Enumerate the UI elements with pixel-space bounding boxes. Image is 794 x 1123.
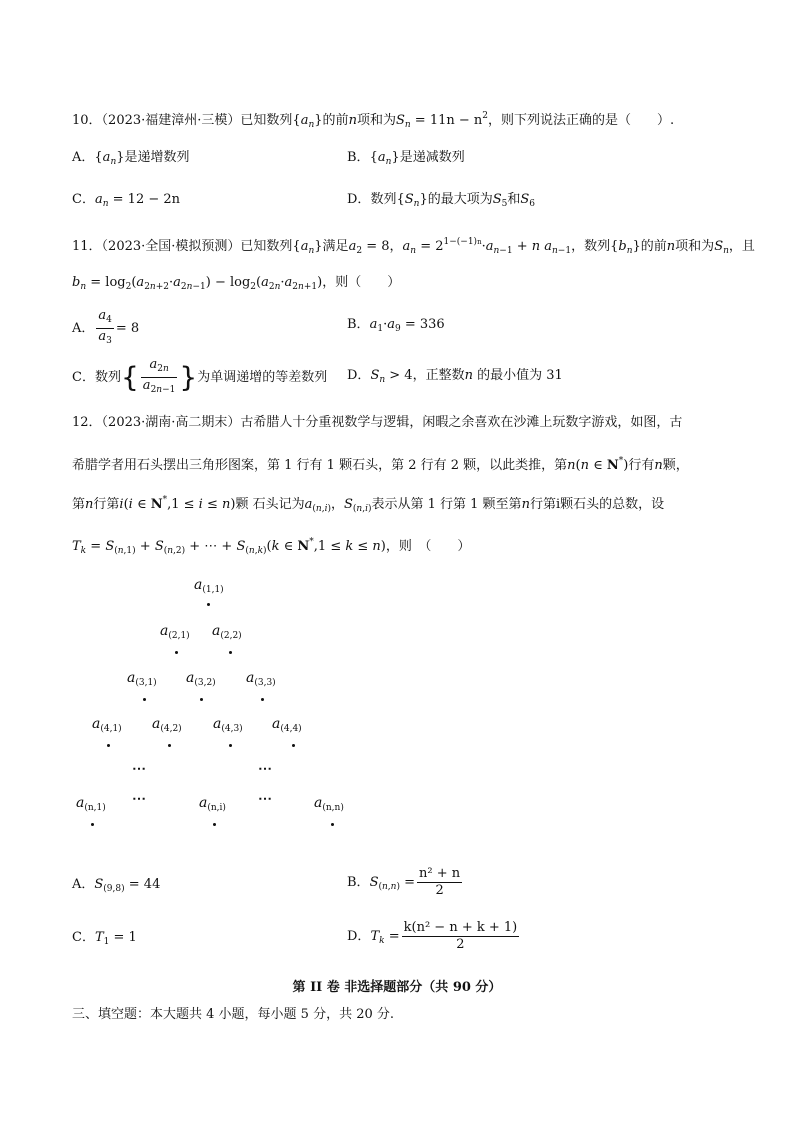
- q12-option-a: A．$S_{(9,8)} = 44$: [72, 877, 161, 894]
- stone-label: $a_{(n,n)}$: [314, 795, 344, 813]
- ellipsis: ⋯: [258, 761, 274, 777]
- stone-label: $a_{(1,1)}$: [194, 577, 224, 595]
- question-source: （2023·湖南·高二期末）: [101, 415, 241, 430]
- stone-label: $a_{(n,i)}$: [199, 795, 226, 813]
- q11-stem: 11．（2023·全国·模拟预测）已知数列$\{a_n\}$满足$a_2 = 8$，$a_n = 2^{1-(-1)n}\cdot a_{n-1} + n$ $a_{n-1}$，数列$\{b_n\}$的前n项和为$S_n$，且: [72, 237, 755, 256]
- stone-dot: [292, 744, 295, 747]
- q11-option-d: D．$S_n > 4$，正整数n 的最小值为 31: [347, 368, 563, 385]
- q12-option-b: B．$S_{(n,n)}$ = $\frac{\text{n² + n}}{2}$: [347, 866, 461, 898]
- stone-dot: [168, 744, 171, 747]
- stone-label: $a_{(n,1)}$: [76, 795, 106, 813]
- question-source: （2023·全国·模拟预测）: [101, 239, 241, 254]
- stone-dot: [200, 698, 203, 701]
- q11-option-b: B．$a_1\cdot a_9 = 336$: [347, 317, 445, 334]
- q12-option-d: D．$T_k$ = $\frac{\text{k(n² − n + k + 1)}}{2}$: [347, 920, 518, 952]
- stone-dot: [261, 698, 264, 701]
- stone-dot: [213, 823, 216, 826]
- q11-stem-line2: $b_n = \log_2(a_{2n+2}\cdot a_{2n-1}) - \log_2(a_{2n}\cdot a_{2n+1})$，则（ ）: [72, 275, 401, 292]
- q12-stem-line2: 希腊学者用石头摆出三角形图案，第 1 行有 1 颗石头，第 2 行有 2 颗，以此类推，第n(n ∈ N*)行有n颗，: [72, 456, 689, 473]
- question-number: 12．: [72, 415, 102, 430]
- q10-option-c: C．$a_n = 12 - 2n$: [72, 192, 181, 209]
- stone-dot: [175, 651, 178, 654]
- q10-option-b: B．$\{a_n\}$是递减数列: [347, 150, 465, 167]
- stone-label: $a_{(4,1)}$: [92, 716, 122, 734]
- stone-label: $a_{(3,1)}$: [127, 670, 157, 688]
- q10-stem: 10．（2023·福建漳州·三模）已知数列$\{a_n\}$的前n项和为$S_n = 11n - n^2$，则下列说法正确的是（ ）.: [72, 111, 675, 130]
- stone-label: $a_{(4,3)}$: [213, 716, 243, 734]
- q12-stem-line1: 12．（2023·湖南·高二期末）古希腊人十分重视数学与逻辑，闲暇之余喜欢在沙滩上玩数字游戏，如图，古: [72, 415, 683, 430]
- ellipsis: ⋯: [258, 791, 274, 807]
- q11-option-a: A． $\frac{a_4}{a_3}$ = 8: [72, 308, 140, 346]
- stone-label: $a_{(4,4)}$: [272, 716, 302, 734]
- q12-stem-line3: 第n行第i(i ∈ N*,1 ≤ i ≤ n)颗 石头记为$a_{(n,i)}$，$S_{(n,i)}$表示从第 1 行第 1 颗至第n行第i颗石头的总数，设: [72, 495, 665, 514]
- section-heading: 三、填空题：本大题共 4 小题，每小题 5 分，共 20 分.: [72, 1007, 395, 1022]
- stone-label: $a_{(3,3)}$: [246, 670, 276, 688]
- question-number: 10．: [72, 113, 102, 128]
- stone-label: $a_{(2,2)}$: [212, 623, 242, 641]
- stone-dot: [207, 603, 210, 606]
- q10-option-d: D．数列$\{S_n\}$的最大项为$S_5$和$S_6$: [347, 192, 536, 209]
- stone-label: $a_{(3,2)}$: [186, 670, 216, 688]
- q12-stem-line4: $T_k = S_{(n,1)} + S_{(n,2)}$ + ⋯ + $S_{(n,k)}(k$ ∈ N*,1 ≤ k ≤ n)，则 （ ）: [72, 537, 471, 556]
- q11-option-c: C．数列{ $\frac{a_{2n}}{a_{2n-1}}$ }为单调递增的等差数列: [72, 357, 328, 395]
- stone-label: $a_{(4,2)}$: [152, 716, 182, 734]
- ellipsis: ⋯: [132, 761, 148, 777]
- stone-dot: [107, 744, 110, 747]
- stone-dot: [229, 651, 232, 654]
- stone-label: $a_{(2,1)}$: [160, 623, 190, 641]
- ellipsis: ⋯: [132, 791, 148, 807]
- stone-dot: [91, 823, 94, 826]
- part2-title: 第 II 卷 非选择题部分（共 90 分）: [292, 980, 502, 995]
- stone-dot: [143, 698, 146, 701]
- q10-option-a: A．$\{a_n\}$是递增数列: [72, 150, 190, 167]
- q12-option-c: C．$T_1 = 1$: [72, 930, 137, 947]
- stone-dot: [229, 744, 232, 747]
- stone-dot: [331, 823, 334, 826]
- question-source: （2023·福建漳州·三模）: [101, 113, 241, 128]
- question-number: 11．: [72, 239, 102, 254]
